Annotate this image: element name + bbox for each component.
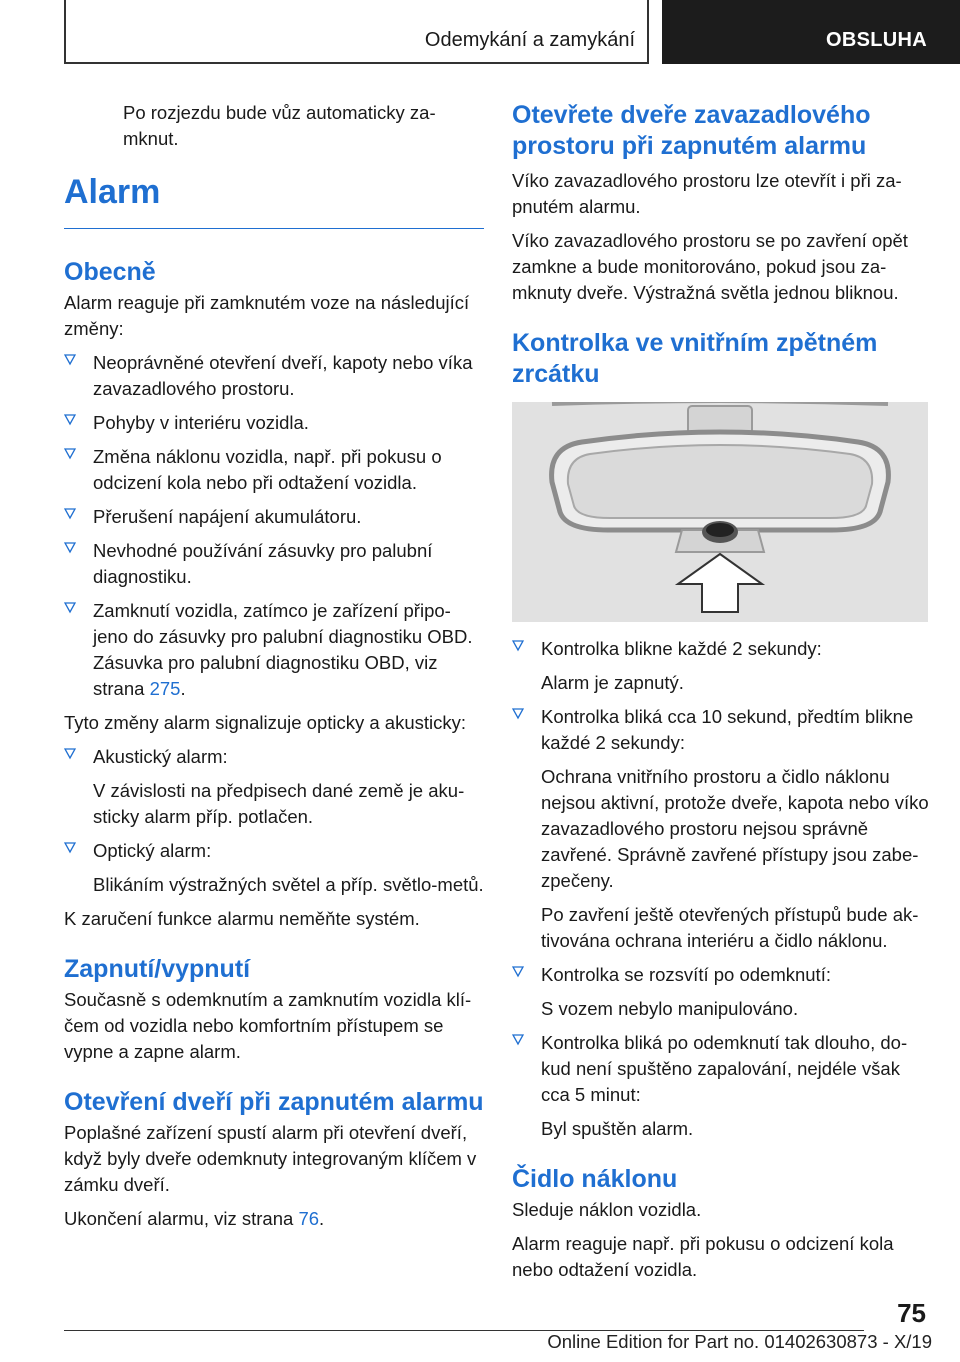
triangle-bullet-icon — [512, 708, 524, 720]
chapter-tab-label: OBSLUHA — [826, 29, 927, 51]
door-heading: Otevření dveří při zapnutém alarmu — [64, 1088, 484, 1116]
trunk-text-2: Víko zavazadlového prostoru se po zavření opět zamkne a bude monitorováno, pokud jsou za-mknuty dveře. Výstražná světla jednou bliknou. — [512, 230, 908, 303]
list-item-text: Nevhodné používání zásuvky pro palubní diagnostiku. — [93, 540, 433, 587]
triangle-bullet-icon — [64, 542, 76, 554]
list-item-text: Neoprávněné otevření dveří, kapoty nebo víka zavazadlového prostoru. — [93, 352, 473, 399]
indicator-list — [512, 704, 930, 756]
triangle-bullet-icon — [64, 448, 76, 460]
mirror-illustration — [512, 402, 928, 622]
list-item — [64, 838, 484, 864]
indicator-detail: Alarm je zapnutý. — [541, 672, 684, 693]
list-item — [64, 538, 484, 590]
list-item — [64, 444, 484, 496]
intro-text: Po rozjezdu bude vůz automaticky za- mknut. — [123, 102, 436, 149]
list-item — [512, 704, 930, 756]
list-item-text: Kontrolka blikne každé 2 sekundy: — [541, 638, 822, 659]
general-heading: Obecně — [64, 258, 156, 286]
end-alarm-label: Ukončení alarmu, viz strana — [64, 1208, 299, 1229]
triangle-bullet-icon — [64, 602, 76, 614]
triangle-bullet-icon — [64, 414, 76, 426]
triangle-bullet-icon — [64, 354, 76, 366]
acoustic-text: V závislosti na předpisech dané země je aku-sticky alarm příp. potlačen. — [93, 780, 465, 827]
footer-edition: Online Edition for Part no. 01402630873 - X/19 — [547, 1331, 932, 1352]
indicator-detail: Po zavření ještě otevřených přístupů bude ak-tivována ochrana interiéru a čidlo náklonu. — [541, 904, 919, 951]
page-link-275[interactable]: 275 — [149, 678, 181, 699]
list-item-text: Pohyby v interiéru vozidla. — [93, 412, 309, 433]
header-section-title: Odemykání a zamykání — [424, 29, 635, 51]
list-item — [64, 504, 484, 530]
list-item-text: Přerušení napájení akumulátoru. — [93, 506, 362, 527]
page-number: 75 — [897, 1298, 926, 1328]
triangle-bullet-icon — [64, 748, 76, 760]
alarm-type-list — [64, 838, 484, 864]
onoff-text: Současně s odemknutím a zamknutím vozidla klí-čem od vozidla nebo komfortním přístupem se vypne a zapne alarm. — [64, 989, 472, 1062]
trunk-text-1: Víko zavazadlového prostoru lze otevřít i při za-pnutém alarmu. — [512, 170, 902, 217]
list-item — [512, 1030, 930, 1108]
warranty-text: K zaručení funkce alarmu neměňte systém. — [64, 908, 420, 929]
tilt-text-1: Sleduje náklon vozidla. — [512, 1199, 702, 1220]
list-item — [64, 744, 484, 770]
list-item-text: Kontrolka bliká po odemknutí tak dlouho, do-kud není spuštěno zapalování, nejdéle však cca 5 minut: — [541, 1032, 908, 1105]
triangle-bullet-icon — [64, 842, 76, 854]
page-link-76[interactable]: 76 — [298, 1208, 320, 1229]
trunk-heading: Otevřete dveře zavazadlového prostoru při zapnutém alarmu — [512, 101, 871, 160]
tilt-text-2: Alarm reaguje např. při pokusu o odcizení kola nebo odtažení vozidla. — [512, 1233, 894, 1280]
mirror-heading: Kontrolka ve vnitřním zpětném zrcátku — [512, 329, 878, 388]
list-item: Zamknutí vozidla, zatímco je zařízení připo-jeno do zásuvky pro palubní diagnostiku OBD. Zásuvka pro palubní diagnostiku OBD, viz strana 275. — [64, 598, 484, 702]
list-item-text: Zamknutí vozidla, zatímco je zařízení připo-jeno do zásuvky pro palubní diagnostiku OBD. Zásuvka pro palubní diagnostiku OBD, viz strana — [93, 600, 473, 699]
triangle-bullet-icon — [512, 1034, 524, 1046]
header-section-box — [64, 0, 649, 64]
list-item — [64, 350, 484, 402]
list-item — [64, 410, 484, 436]
list-item-text: Kontrolka bliká cca 10 sekund, předtím blikne každé 2 sekundy: — [541, 706, 914, 753]
indicator-detail: Ochrana vnitřního prostoru a čidlo náklonu nejsou aktivní, protože dveře, kapota nebo víko zavazadlového prostoru nejsou správně zavřené. Správně zavřené přístupy jsou zabe-zpečeny. — [541, 766, 929, 891]
optical-text: Blikáním výstražných světel a příp. světlo-metů. — [93, 874, 484, 895]
indicator-list — [512, 962, 930, 988]
triangle-bullet-icon — [512, 966, 524, 978]
list-item-text: Změna náklonu vozidla, např. při pokusu o odcizení kola nebo při odtažení vozidla. — [93, 446, 442, 493]
list-item-text: Akustický alarm: — [93, 746, 228, 767]
indicator-detail: Byl spuštěn alarm. — [541, 1118, 694, 1139]
changes-list — [64, 350, 484, 702]
triangle-bullet-icon — [64, 508, 76, 520]
signal-text: Tyto změny alarm signalizuje opticky a akusticky: — [64, 712, 467, 733]
list-item — [512, 962, 930, 988]
general-text: Alarm reaguje při zamknutém voze na následující změny: — [64, 292, 470, 339]
left-column — [64, 100, 484, 1240]
indicator-list — [512, 1030, 930, 1108]
alarm-heading: Alarm — [64, 172, 484, 229]
tilt-heading: Čidlo náklonu — [512, 1165, 678, 1193]
indicator-list — [512, 636, 930, 662]
indicator-detail: S vozem nebylo manipulováno. — [541, 998, 799, 1019]
header-chapter-tab[interactable] — [662, 0, 960, 64]
triangle-bullet-icon — [512, 640, 524, 652]
list-item-text: Optický alarm: — [93, 840, 212, 861]
door-text: Poplašné zařízení spustí alarm při otevření dveří, když byly dveře odemknuty integrovaným klíčem v zámku dveří. — [64, 1122, 477, 1195]
end-alarm-text — [64, 1206, 484, 1232]
end-alarm-suffix: . — [319, 1208, 325, 1229]
alarm-type-list — [64, 744, 484, 770]
onoff-heading: Zapnutí/vypnutí — [64, 955, 251, 983]
list-item — [512, 636, 930, 662]
right-column — [512, 100, 930, 1291]
list-item-text: Kontrolka se rozsvítí po odemknutí: — [541, 964, 831, 985]
